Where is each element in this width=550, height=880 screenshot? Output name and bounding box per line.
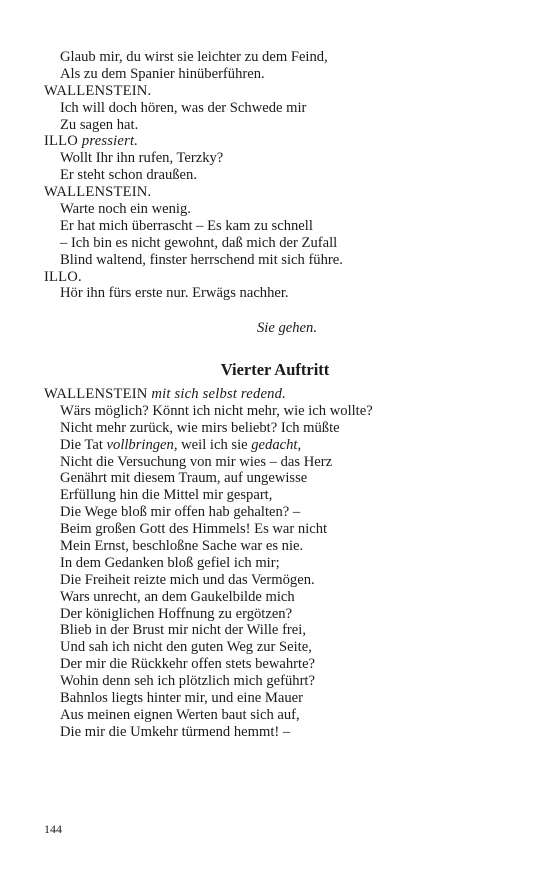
exit-direction-text: Sie gehen. (257, 320, 317, 336)
stage-direction-exit (44, 320, 514, 337)
verse-line (44, 420, 514, 437)
verse-line (44, 521, 514, 538)
verse-text: Der königlichen Hoffnung zu ergötzen? (60, 605, 293, 622)
verse-text: Bahnlos liegts hinter mir, und eine Mauer (60, 690, 303, 707)
verse-line (44, 673, 514, 690)
verse-text: Die Tat (60, 436, 107, 453)
verse-line: Warte noch ein wenig. (60, 201, 191, 218)
verse-text: In dem Gedanken bloß gefiel ich mir; (60, 554, 280, 571)
speaker-direction: pressiert. (81, 133, 139, 150)
verse-line: Ich will doch hören, was der Schwede mir (60, 99, 307, 116)
verse-text: weil ich sie (177, 436, 252, 453)
speaker-name: ILLO. (44, 268, 82, 285)
verse-text: Und sah ich nicht den guten Weg zur Seite, (60, 639, 312, 656)
verse-line (44, 538, 514, 555)
monologue-section (44, 386, 514, 741)
verse-line: Hör ihn fürs erste nur. Erwägs nachher. (60, 285, 289, 302)
verse-text: Die Freiheit reizte mich und das Vermögen. (60, 571, 315, 588)
verse-line: Er steht schon draußen. (60, 167, 197, 184)
verse-line (44, 622, 514, 639)
verse-text: Die Wege bloß mir offen hab gehalten? – (60, 504, 301, 521)
verse-line (44, 403, 514, 420)
speaker-line (44, 184, 514, 201)
speaker-name: WALLENSTEIN. (44, 82, 152, 99)
verse-line (44, 639, 514, 656)
verse-line (44, 707, 514, 724)
verse-text: Blieb in der Brust mir nicht der Wille frei, (60, 622, 306, 639)
verse-text: Nicht mehr zurück, wie mirs beliebt? Ich müßte (60, 419, 340, 436)
verse-line (44, 656, 514, 673)
dialogue-section-before-exit (44, 49, 514, 302)
verse-line (44, 606, 514, 623)
verse-line: Blind waltend, finster herrschend mit sich führe. (60, 251, 343, 268)
verse-line (44, 572, 514, 589)
verse-text: Nicht die Versuchung von mir wies – das Herz (60, 453, 333, 470)
verse-text: Aus meinen eignen Werten baut sich auf, (60, 706, 300, 723)
verse-line (44, 487, 514, 504)
speaker-name: WALLENSTEIN (44, 386, 148, 402)
emphasis-text: vollbringen, (106, 436, 178, 453)
verse-line (44, 690, 514, 707)
verse-text: Wärs möglich? Könnt ich nicht mehr, wie ich wollte? (60, 402, 373, 419)
speaker-name: WALLENSTEIN. (44, 184, 152, 201)
verse-line: Zu sagen hat. (60, 116, 139, 133)
verse-text: Genährt mit diesem Traum, auf ungewisse (60, 470, 308, 487)
verse-line (44, 454, 514, 471)
speaker-line (44, 133, 514, 150)
verse-text: Wohin denn seh ich plötzlich mich geführt? (60, 673, 315, 690)
verse-text: Der mir die Rückkehr offen stets bewahrte? (60, 656, 316, 673)
monologue-speaker-line (44, 386, 514, 403)
verse-line (44, 504, 514, 521)
verse-text: Mein Ernst, beschloßne Sache war es nie. (60, 538, 304, 555)
verse-line: Wollt Ihr ihn rufen, Terzky? (60, 150, 224, 167)
scene-heading: Vierter Auftritt (220, 360, 330, 379)
speaker-direction: mit sich selbst redend. (151, 386, 286, 402)
speaker-name: ILLO (44, 133, 79, 150)
verse-text: Beim großen Gott des Himmels! Es war nicht (60, 521, 328, 538)
emphasis-text: gedacht, (251, 436, 302, 453)
verse-text: Erfüllung hin die Mittel mir gespart, (60, 487, 273, 504)
verse-line: Glaub mir, du wirst sie leichter zu dem Feind, (60, 49, 328, 65)
verse-line (44, 724, 514, 741)
verse-line: Als zu dem Spanier hinüberführen. (60, 65, 265, 82)
verse-line (44, 555, 514, 572)
speaker-line (44, 269, 514, 286)
verse-line (44, 589, 514, 606)
verse-line: – Ich bin es nicht gewohnt, daß mich der Zufall (60, 234, 338, 251)
verse-text: Wars unrecht, an dem Gaukelbilde mich (60, 588, 295, 605)
verse-text: Die mir die Umkehr türmend hemmt! – (60, 723, 291, 740)
speaker-line (44, 83, 514, 100)
verse-line (44, 470, 514, 487)
verse-line: Er hat mich überrascht – Es kam zu schnell (60, 217, 313, 234)
verse-line (44, 437, 514, 454)
page-number: 144 (44, 822, 62, 836)
